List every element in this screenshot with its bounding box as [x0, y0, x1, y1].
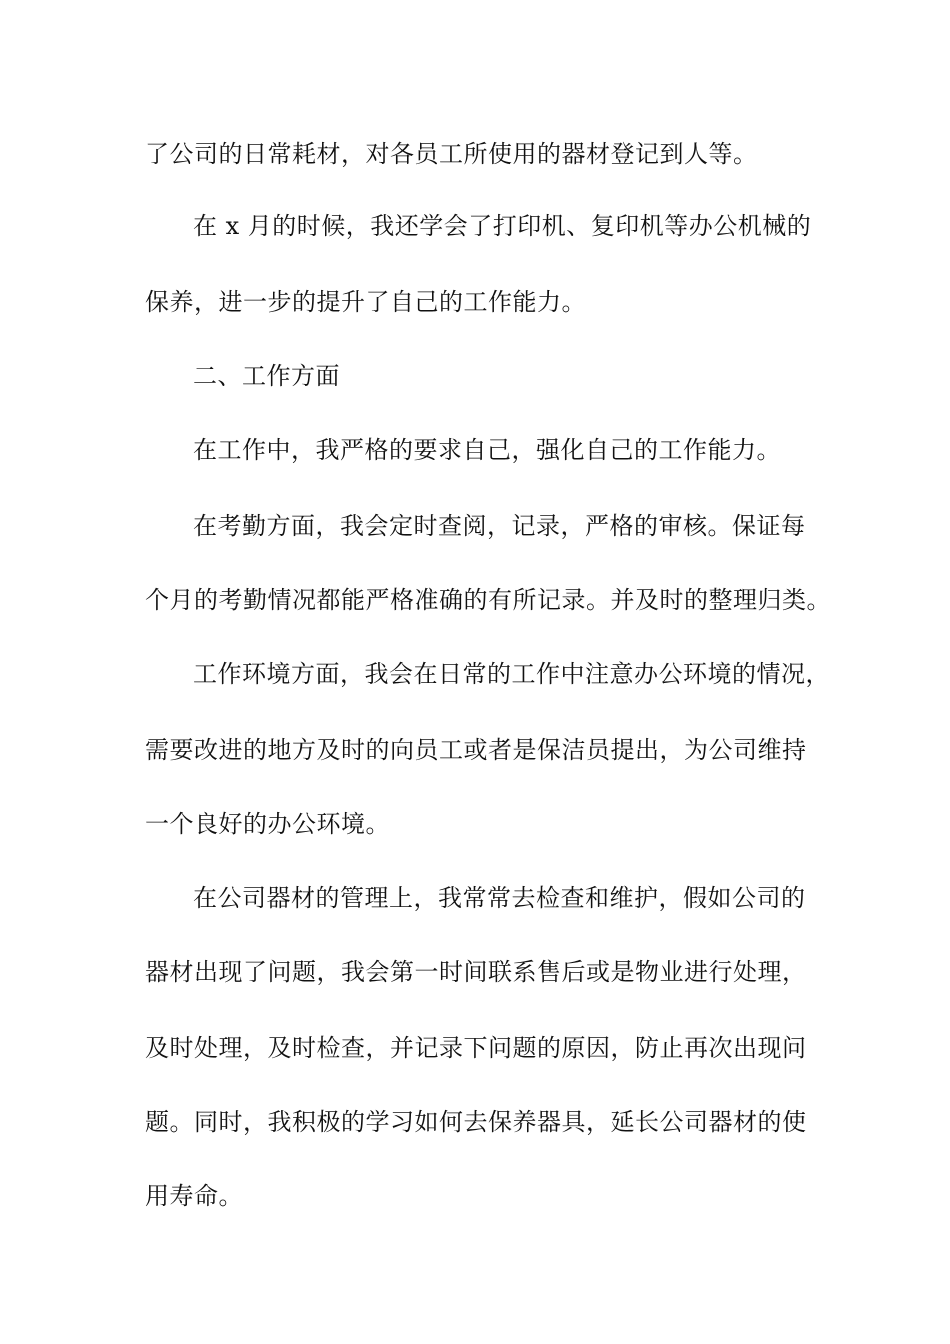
text-line-8: 工作环境方面，我会在日常的工作中注意办公环境的情况， — [193, 660, 830, 688]
text-line-14: 题。同时，我积极的学习如何去保养器具，延长公司器材的使 — [145, 1108, 807, 1136]
text-line-2: 在 x 月的时候，我还学会了打印机、复印机等办公机械的 — [193, 212, 812, 240]
text-line-10: 一个良好的办公环境。 — [145, 810, 390, 838]
text-line-15: 用寿命。 — [145, 1182, 243, 1210]
text-line-7: 个月的考勤情况都能严格准确的有所记录。并及时的整理归类。 — [145, 586, 831, 614]
text-line-13: 及时处理，及时检查，并记录下问题的原因，防止再次出现问 — [145, 1034, 807, 1062]
text-line-3: 保养，进一步的提升了自己的工作能力。 — [145, 288, 586, 316]
section-heading: 二、工作方面 — [193, 362, 340, 390]
text-line-11: 在公司器材的管理上，我常常去检查和维护，假如公司的 — [193, 884, 806, 912]
text-line-5: 在工作中，我严格的要求自己，强化自己的工作能力。 — [193, 436, 781, 464]
text-line-12: 器材出现了问题，我会第一时间联系售后或是物业进行处理， — [145, 958, 807, 986]
text-line-1: 了公司的日常耗材，对各员工所使用的器材登记到人等。 — [145, 140, 758, 168]
text-line-9: 需要改进的地方及时的向员工或者是保洁员提出，为公司维持 — [145, 736, 807, 764]
text-line-6: 在考勤方面，我会定时查阅，记录，严格的审核。保证每 — [193, 512, 806, 540]
